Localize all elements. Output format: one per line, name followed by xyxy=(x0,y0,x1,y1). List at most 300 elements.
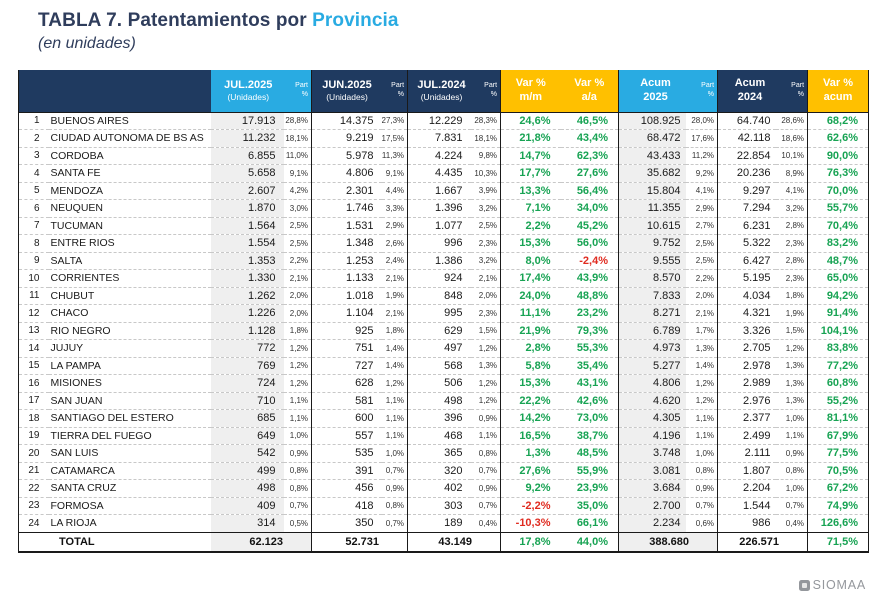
var-acum: 68,2% xyxy=(808,112,869,130)
row-index: 6 xyxy=(19,200,49,218)
header-jul2025-sub: (Unidades) xyxy=(227,92,270,103)
acum2024-part: 2,8% xyxy=(776,252,808,270)
table-row xyxy=(19,112,869,130)
acum2024-part: 3,2% xyxy=(776,200,808,218)
jul2024-value: 4.435 xyxy=(408,165,471,183)
var-aa: 56,4% xyxy=(561,182,619,200)
var-acum: 83,8% xyxy=(808,340,869,358)
jun2025-part: 27,3% xyxy=(382,112,408,130)
var-acum: 60,8% xyxy=(808,375,869,393)
acum2024-value: 1.544 xyxy=(718,497,776,515)
jun2025-part: 1,0% xyxy=(382,445,408,463)
jun2025-part: 1,4% xyxy=(382,340,408,358)
jul2024-part: 3,2% xyxy=(471,200,501,218)
row-index: 10 xyxy=(19,270,49,288)
jul2024-value: 365 xyxy=(408,445,471,463)
jul2024-value: 568 xyxy=(408,357,471,375)
jun2025-part: 0,9% xyxy=(382,480,408,498)
var-mm: 15,3% xyxy=(501,375,561,393)
table-row xyxy=(19,200,869,218)
acum2024-value: 2.377 xyxy=(718,410,776,428)
acum2024-part: 4,1% xyxy=(776,182,808,200)
acum2024-value: 22.854 xyxy=(718,147,776,165)
jul2025-part: 2,0% xyxy=(284,305,312,323)
var-mm: 22,2% xyxy=(501,392,561,410)
row-index: 15 xyxy=(19,357,49,375)
acum2024-part: 1,3% xyxy=(776,392,808,410)
jul2025-part: 9,1% xyxy=(284,165,312,183)
header-jun2025-part: Part % xyxy=(391,82,405,98)
header-acum2024-part: Part % xyxy=(791,82,805,98)
table-row xyxy=(19,515,869,533)
jul2024-value: 396 xyxy=(408,410,471,428)
jul2024-part: 2,1% xyxy=(471,270,501,288)
jun2025-value: 600 xyxy=(312,410,382,428)
jul2025-value: 6.855 xyxy=(211,147,284,165)
acum2024-value: 2.989 xyxy=(718,375,776,393)
var-aa: 23,2% xyxy=(561,305,619,323)
var-aa: 35,4% xyxy=(561,357,619,375)
acum2024-value: 64.740 xyxy=(718,112,776,130)
jul2025-value: 17.913 xyxy=(211,112,284,130)
total-var-mm: 17,8% xyxy=(501,532,561,552)
acum2025-value: 4.305 xyxy=(619,410,686,428)
acum2024-part: 2,3% xyxy=(776,270,808,288)
jul2024-part: 0,7% xyxy=(471,497,501,515)
table-row xyxy=(19,497,869,515)
acum2024-value: 2.976 xyxy=(718,392,776,410)
row-index: 13 xyxy=(19,322,49,340)
var-acum: 67,2% xyxy=(808,480,869,498)
province-name: ENTRE RIOS xyxy=(49,235,211,253)
acum2024-part: 0,7% xyxy=(776,497,808,515)
header-jul2024 xyxy=(408,70,501,112)
jul2025-part: 2,5% xyxy=(284,217,312,235)
table-row xyxy=(19,462,869,480)
acum2024-value: 4.321 xyxy=(718,305,776,323)
var-mm: 16,5% xyxy=(501,427,561,445)
acum2024-value: 7.294 xyxy=(718,200,776,218)
acum2024-value: 9.297 xyxy=(718,182,776,200)
var-mm: 27,6% xyxy=(501,462,561,480)
row-index: 1 xyxy=(19,112,49,130)
acum2025-part: 4,1% xyxy=(686,182,718,200)
jun2025-part: 3,3% xyxy=(382,200,408,218)
header-var-aa-line2: a/a xyxy=(581,90,597,103)
acum2025-value: 15.804 xyxy=(619,182,686,200)
acum2025-part: 1,1% xyxy=(686,427,718,445)
province-name: SANTA FE xyxy=(49,165,211,183)
jun2025-value: 1.018 xyxy=(312,287,382,305)
acum2025-value: 11.355 xyxy=(619,200,686,218)
siomaa-square-icon xyxy=(799,580,810,591)
jul2025-value: 710 xyxy=(211,392,284,410)
header-jul2025-part: Part % xyxy=(295,82,308,98)
jun2025-value: 1.104 xyxy=(312,305,382,323)
row-index: 19 xyxy=(19,427,49,445)
acum2024-value: 5.322 xyxy=(718,235,776,253)
acum2025-part: 2,2% xyxy=(686,270,718,288)
header-jun2025-label: JUN.2025 xyxy=(322,78,372,91)
jul2024-value: 1.396 xyxy=(408,200,471,218)
province-name: NEUQUEN xyxy=(49,200,211,218)
row-index: 4 xyxy=(19,165,49,183)
jun2025-part: 11,3% xyxy=(382,147,408,165)
acum2024-value: 1.807 xyxy=(718,462,776,480)
var-acum: 70,5% xyxy=(808,462,869,480)
header-jun2025 xyxy=(312,70,408,112)
province-name: CHACO xyxy=(49,305,211,323)
header-jul2024-label: JUL.2024 xyxy=(417,78,466,91)
header-var-mm-line2: m/m xyxy=(519,90,543,103)
var-acum: 81,1% xyxy=(808,410,869,428)
province-name: SAN JUAN xyxy=(49,392,211,410)
var-aa: 46,5% xyxy=(561,112,619,130)
var-mm: 24,0% xyxy=(501,287,561,305)
acum2025-part: 1,1% xyxy=(686,410,718,428)
jun2025-value: 925 xyxy=(312,322,382,340)
province-name: LA RIOJA xyxy=(50,517,97,530)
jun2025-value: 751 xyxy=(312,340,382,358)
acum2025-value: 3.748 xyxy=(619,445,686,463)
jul2024-value: 1.077 xyxy=(408,217,471,235)
province-name: CATAMARCA xyxy=(49,462,211,480)
total-var-acum: 71,5% xyxy=(808,532,869,552)
siomaa-logo-text: SIOMAA xyxy=(812,578,866,592)
table-row xyxy=(19,165,869,183)
jun2025-value: 535 xyxy=(312,445,382,463)
jul2024-part: 0,4% xyxy=(471,515,501,533)
table-row xyxy=(19,357,869,375)
header-acum2024-line1: Acum xyxy=(734,77,766,89)
acum2025-part: 2,1% xyxy=(686,305,718,323)
acum2024-value: 2.978 xyxy=(718,357,776,375)
jun2025-part: 0,7% xyxy=(382,515,408,533)
acum2024-value: 5.195 xyxy=(718,270,776,288)
acum2024-value: 6.231 xyxy=(718,217,776,235)
jul2025-part: 18,1% xyxy=(284,130,312,148)
jun2025-part: 2,6% xyxy=(382,235,408,253)
jul2024-part: 9,8% xyxy=(471,147,501,165)
acum2024-part: 2,8% xyxy=(776,217,808,235)
jul2025-part: 1,8% xyxy=(284,322,312,340)
jul2025-value: 499 xyxy=(211,462,284,480)
jul2025-value: 772 xyxy=(211,340,284,358)
table-row xyxy=(19,147,869,165)
row-index: 18 xyxy=(19,410,49,428)
jun2025-value: 391 xyxy=(312,462,382,480)
header-acum2025 xyxy=(619,70,718,112)
var-aa: 56,0% xyxy=(561,235,619,253)
table-row xyxy=(19,445,869,463)
acum2025-part: 11,2% xyxy=(686,147,718,165)
var-acum: 48,7% xyxy=(808,252,869,270)
var-mm: 17,7% xyxy=(501,165,561,183)
row-index: 12 xyxy=(19,305,49,323)
acum2025-part: 17,6% xyxy=(686,130,718,148)
jul2025-part: 1,1% xyxy=(284,410,312,428)
var-mm: 14,2% xyxy=(501,410,561,428)
var-aa: 34,0% xyxy=(561,200,619,218)
acum2024-value: 2.705 xyxy=(718,340,776,358)
jul2024-value: 402 xyxy=(408,480,471,498)
jul2025-part: 1,0% xyxy=(284,427,312,445)
acum2025-value: 4.806 xyxy=(619,375,686,393)
jul2025-value: 649 xyxy=(211,427,284,445)
jul2024-part: 2,0% xyxy=(471,287,501,305)
jun2025-part: 1,1% xyxy=(382,410,408,428)
acum2025-part: 1,4% xyxy=(686,357,718,375)
jun2025-value: 4.806 xyxy=(312,165,382,183)
table-row xyxy=(19,410,869,428)
total-jul2024: 43.149 xyxy=(408,532,501,552)
var-acum: 70,4% xyxy=(808,217,869,235)
jul2024-part: 0,9% xyxy=(471,480,501,498)
siomaa-logo xyxy=(799,578,866,592)
var-acum: 55,2% xyxy=(808,392,869,410)
page-title-highlight: Provincia xyxy=(312,10,399,31)
table-row xyxy=(19,217,869,235)
total-var-aa: 44,0% xyxy=(561,532,619,552)
header-var-acum-line2: acum xyxy=(823,90,853,103)
acum2024-part: 0,4% xyxy=(776,515,808,533)
var-aa: 55,3% xyxy=(561,340,619,358)
acum2025-value: 6.789 xyxy=(619,322,686,340)
var-mm: -2,2% xyxy=(501,497,561,515)
row-index: 22 xyxy=(19,480,49,498)
acum2025-value: 9.752 xyxy=(619,235,686,253)
jun2025-value: 418 xyxy=(312,497,382,515)
var-aa: 35,0% xyxy=(561,497,619,515)
province-name: MENDOZA xyxy=(49,182,211,200)
jun2025-value: 727 xyxy=(312,357,382,375)
province-name: CORRIENTES xyxy=(49,270,211,288)
province-name: CHUBUT xyxy=(49,287,211,305)
var-mm: 2,2% xyxy=(501,217,561,235)
jun2025-part: 0,8% xyxy=(382,497,408,515)
acum2024-value: 2.204 xyxy=(718,480,776,498)
var-acum: 77,5% xyxy=(808,445,869,463)
jun2025-value: 628 xyxy=(312,375,382,393)
acum2025-value: 8.570 xyxy=(619,270,686,288)
jul2024-value: 629 xyxy=(408,322,471,340)
acum2024-part: 1,0% xyxy=(776,480,808,498)
var-aa: 62,3% xyxy=(561,147,619,165)
acum2025-value: 43.433 xyxy=(619,147,686,165)
table-row xyxy=(19,340,869,358)
row-index: 17 xyxy=(19,392,49,410)
acum2025-part: 2,7% xyxy=(686,217,718,235)
acum2025-value: 9.555 xyxy=(619,252,686,270)
province-name: SALTA xyxy=(49,252,211,270)
jul2024-value: 924 xyxy=(408,270,471,288)
jul2024-value: 12.229 xyxy=(408,112,471,130)
province-name: CORDOBA xyxy=(49,147,211,165)
table-row xyxy=(19,392,869,410)
jul2024-part: 2,3% xyxy=(471,235,501,253)
province-name: SANTIAGO DEL ESTERO xyxy=(49,410,211,428)
acum2024-part: 1,5% xyxy=(776,322,808,340)
acum2024-part: 2,3% xyxy=(776,235,808,253)
jul2025-part: 11,0% xyxy=(284,147,312,165)
jul2024-part: 1,2% xyxy=(471,375,501,393)
jul2024-part: 18,1% xyxy=(471,130,501,148)
var-mm: 5,8% xyxy=(501,357,561,375)
acum2025-part: 0,9% xyxy=(686,480,718,498)
acum2025-value: 4.973 xyxy=(619,340,686,358)
province-name: FORMOSA xyxy=(49,497,211,515)
jul2024-value: 996 xyxy=(408,235,471,253)
jul2025-value: 2.607 xyxy=(211,182,284,200)
total-acum2024: 226.571 xyxy=(718,532,808,552)
jul2025-part: 2,5% xyxy=(284,235,312,253)
jul2024-value: 320 xyxy=(408,462,471,480)
var-aa: 43,9% xyxy=(561,270,619,288)
row-index: 23 xyxy=(19,497,49,515)
jul2025-value: 1.554 xyxy=(211,235,284,253)
row-index: 20 xyxy=(19,445,49,463)
var-acum: 90,0% xyxy=(808,147,869,165)
acum2025-part: 2,0% xyxy=(686,287,718,305)
acum2024-part: 0,8% xyxy=(776,462,808,480)
acum2024-value: 2.499 xyxy=(718,427,776,445)
jun2025-part: 2,4% xyxy=(382,252,408,270)
acum2024-value: 4.034 xyxy=(718,287,776,305)
jul2025-part: 3,0% xyxy=(284,200,312,218)
var-mm: 24,6% xyxy=(501,112,561,130)
jul2024-value: 468 xyxy=(408,427,471,445)
jul2025-part: 0,5% xyxy=(284,515,312,533)
table-body xyxy=(19,112,869,532)
table-row xyxy=(19,427,869,445)
jul2025-part: 4,2% xyxy=(284,182,312,200)
jul2025-value: 314 xyxy=(211,515,284,533)
jul2024-part: 1,2% xyxy=(471,340,501,358)
row-index: 14 xyxy=(19,340,49,358)
acum2024-part: 1,3% xyxy=(776,357,808,375)
row-index: 16 xyxy=(19,375,49,393)
acum2025-part: 1,3% xyxy=(686,340,718,358)
jun2025-part: 1,8% xyxy=(382,322,408,340)
jul2025-part: 1,2% xyxy=(284,357,312,375)
acum2024-part: 1,8% xyxy=(776,287,808,305)
var-acum: 55,7% xyxy=(808,200,869,218)
jun2025-part: 17,5% xyxy=(382,130,408,148)
jul2025-value: 1.262 xyxy=(211,287,284,305)
var-mm: 17,4% xyxy=(501,270,561,288)
row-index: 8 xyxy=(19,235,49,253)
page-subtitle: (en unidades) xyxy=(38,35,136,52)
jun2025-value: 581 xyxy=(312,392,382,410)
jun2025-part: 1,4% xyxy=(382,357,408,375)
jul2024-value: 497 xyxy=(408,340,471,358)
jun2025-value: 5.978 xyxy=(312,147,382,165)
jul2025-part: 0,8% xyxy=(284,480,312,498)
jul2025-value: 724 xyxy=(211,375,284,393)
jun2025-part: 2,1% xyxy=(382,305,408,323)
var-mm: -10,3% xyxy=(515,517,551,530)
header-acum2025-line1: Acum xyxy=(640,77,671,89)
jul2025-value: 1.564 xyxy=(211,217,284,235)
var-acum: 83,2% xyxy=(808,235,869,253)
var-aa: 27,6% xyxy=(561,165,619,183)
header-jul2025 xyxy=(211,70,312,112)
jul2024-part: 1,5% xyxy=(471,322,501,340)
table-row xyxy=(19,375,869,393)
header-acum2025-part: Part % xyxy=(701,82,715,98)
acum2025-value: 5.277 xyxy=(619,357,686,375)
jun2025-value: 9.219 xyxy=(312,130,382,148)
header-jul2025-label: JUL.2025 xyxy=(224,78,273,91)
var-mm: 13,3% xyxy=(501,182,561,200)
row-index: 7 xyxy=(19,217,49,235)
total-jul2025: 62.123 xyxy=(211,532,312,552)
acum2025-value: 4.620 xyxy=(619,392,686,410)
province-name: BUENOS AIRES xyxy=(49,112,211,130)
jul2025-part: 0,8% xyxy=(284,462,312,480)
header-var-aa xyxy=(561,70,619,112)
total-jun2025: 52.731 xyxy=(312,532,408,552)
jul2024-value: 506 xyxy=(408,375,471,393)
acum2025-part: 1,0% xyxy=(686,445,718,463)
jul2024-part: 3,2% xyxy=(471,252,501,270)
acum2025-value: 2.700 xyxy=(619,497,686,515)
jun2025-value: 1.746 xyxy=(312,200,382,218)
var-mm: 21,9% xyxy=(501,322,561,340)
acum2024-part: 1,2% xyxy=(776,340,808,358)
var-aa: 43,4% xyxy=(561,130,619,148)
jul2025-part: 2,0% xyxy=(284,287,312,305)
province-name: RIO NEGRO xyxy=(49,322,211,340)
row-index: 3 xyxy=(19,147,49,165)
var-acum: 126,6% xyxy=(820,517,859,530)
jun2025-value: 14.375 xyxy=(312,112,382,130)
jul2025-part: 1,2% xyxy=(284,340,312,358)
var-aa: 23,9% xyxy=(561,480,619,498)
table-row xyxy=(19,182,869,200)
jul2024-part: 1,1% xyxy=(471,427,501,445)
table-row xyxy=(19,130,869,148)
jul2025-part: 28,8% xyxy=(284,112,312,130)
jul2025-value: 1.128 xyxy=(211,322,284,340)
acum2025-part: 28,0% xyxy=(686,112,718,130)
jun2025-value: 1.348 xyxy=(312,235,382,253)
acum2025-part: 2,5% xyxy=(686,235,718,253)
jul2025-value: 1.330 xyxy=(211,270,284,288)
var-mm: 9,2% xyxy=(501,480,561,498)
acum2024-part: 28,6% xyxy=(776,112,808,130)
header-jul2024-sub: (Unidades) xyxy=(420,92,463,103)
page-title-prefix: TABLA 7. Patentamientos por xyxy=(38,10,313,31)
jul2024-value: 4.224 xyxy=(408,147,471,165)
header-acum2025-line2: 2025 xyxy=(643,90,668,103)
acum2025-value: 8.271 xyxy=(619,305,686,323)
acum2024-part: 0,9% xyxy=(776,445,808,463)
header-var-acum-line1: Var % xyxy=(823,77,853,89)
acum2025-part: 1,2% xyxy=(686,392,718,410)
jul2025-value: 685 xyxy=(211,410,284,428)
jul2024-part: 2,5% xyxy=(471,217,501,235)
var-acum: 74,9% xyxy=(808,497,869,515)
header-empty-cell xyxy=(19,70,211,112)
provinces-table xyxy=(18,70,869,553)
var-acum: 62,6% xyxy=(808,130,869,148)
province-name: LA PAMPA xyxy=(49,357,211,375)
var-mm: 2,8% xyxy=(501,340,561,358)
jun2025-value: 350 xyxy=(355,517,374,530)
acum2025-value: 3.684 xyxy=(619,480,686,498)
acum2024-value: 42.118 xyxy=(718,130,776,148)
